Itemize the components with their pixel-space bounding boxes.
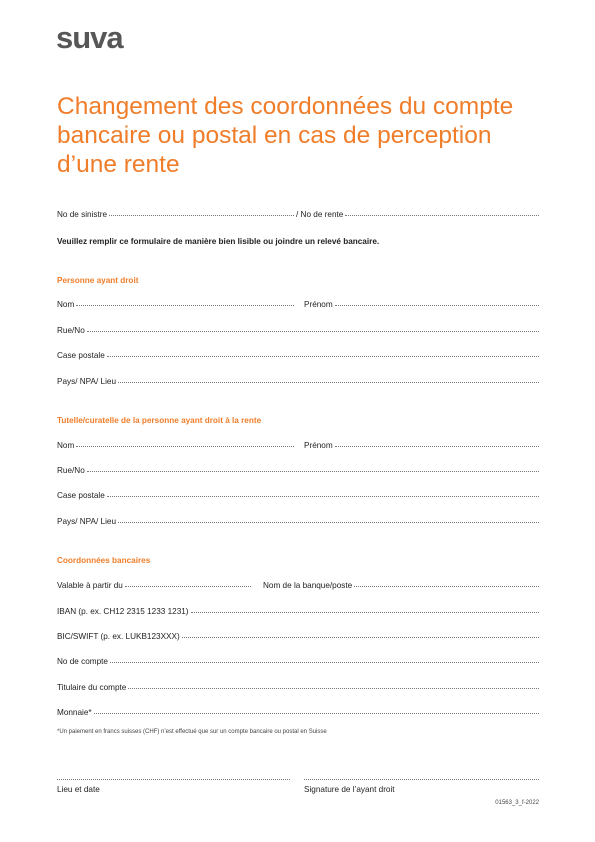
s1-pays-label: Pays/ NPA/ Lieu <box>57 377 117 386</box>
s1-case-label: Case postale <box>57 351 105 360</box>
section-heading-ayant-droit: Personne ayant droit <box>57 276 139 285</box>
currency-footnote: *Un paiement en francs suisses (CHF) n’est effectué que sur un compte bancaire ou postal en Suisse <box>57 729 327 735</box>
sinistre-label: No de sinistre <box>57 210 108 219</box>
bic-line[interactable] <box>182 637 539 638</box>
intro-text: Veuillez remplir ce formulaire de manière bien lisible ou joindre un relevé bancaire. <box>57 237 380 246</box>
s1-nom-label: Nom <box>57 300 75 309</box>
s1-nom-field[interactable] <box>57 300 294 309</box>
banque-label: Nom de la banque/poste <box>263 581 353 590</box>
compte-line[interactable] <box>110 662 539 663</box>
s2-prenom-label: Prénom <box>304 441 333 450</box>
s2-nom-field[interactable] <box>57 441 294 450</box>
banque-field[interactable] <box>263 581 539 590</box>
sinistre-field[interactable] <box>57 210 294 219</box>
s1-prenom-field[interactable] <box>304 300 539 309</box>
banque-line[interactable] <box>354 586 539 587</box>
signature-label: Signature de l’ayant droit <box>304 785 395 794</box>
valable-label: Valable à partir du <box>57 581 123 590</box>
valable-line[interactable] <box>125 586 251 587</box>
titulaire-label: Titulaire du compte <box>57 683 127 692</box>
s2-nom-label: Nom <box>57 441 75 450</box>
s1-prenom-label: Prénom <box>304 300 333 309</box>
s2-rue-field[interactable] <box>57 466 539 475</box>
titulaire-field[interactable] <box>57 683 539 692</box>
s2-nom-line[interactable] <box>76 446 294 447</box>
s1-rue-line[interactable] <box>87 331 539 332</box>
bic-label: BIC/SWIFT (p. ex. LUKB123XXX) <box>57 632 180 641</box>
compte-label: No de compte <box>57 657 108 666</box>
s1-pays-field[interactable] <box>57 377 539 386</box>
s1-rue-label: Rue/No <box>57 326 85 335</box>
s1-nom-line[interactable] <box>76 305 294 306</box>
signature-line[interactable] <box>304 779 539 780</box>
s2-prenom-line[interactable] <box>335 446 539 447</box>
s2-rue-label: Rue/No <box>57 466 85 475</box>
section-heading-bancaires: Coordonnées bancaires <box>57 556 151 565</box>
rente-label: / No de rente <box>296 210 344 219</box>
s1-pays-line[interactable] <box>118 382 539 383</box>
compte-field[interactable] <box>57 657 539 666</box>
s2-pays-label: Pays/ NPA/ Lieu <box>57 517 117 526</box>
iban-label: IBAN (p. ex. CH12 2315 1233 1231) <box>57 607 189 616</box>
s2-case-field[interactable] <box>57 491 539 500</box>
s2-pays-field[interactable] <box>57 517 539 526</box>
iban-field[interactable] <box>57 607 539 616</box>
titulaire-line[interactable] <box>128 688 539 689</box>
monnaie-label: Monnaie* <box>57 708 92 717</box>
bic-field[interactable] <box>57 632 539 641</box>
s2-rue-line[interactable] <box>87 471 539 472</box>
document-code: 01563_3_f-2022 <box>495 800 539 806</box>
valable-field[interactable] <box>57 581 251 590</box>
s2-case-line[interactable] <box>107 496 539 497</box>
sinistre-line[interactable] <box>109 215 294 216</box>
monnaie-field[interactable] <box>57 708 539 717</box>
s1-case-line[interactable] <box>107 356 539 357</box>
suva-logo: suva <box>56 20 123 55</box>
s1-case-field[interactable] <box>57 351 539 360</box>
lieu-date-line[interactable] <box>57 779 290 780</box>
rente-field[interactable] <box>296 210 539 219</box>
monnaie-line[interactable] <box>94 713 539 714</box>
lieu-date-label: Lieu et date <box>57 785 100 794</box>
s2-pays-line[interactable] <box>118 522 539 523</box>
section-heading-tutelle: Tutelle/curatelle de la personne ayant droit à la rente <box>57 416 262 425</box>
s1-rue-field[interactable] <box>57 326 539 335</box>
rente-line[interactable] <box>345 215 539 216</box>
s1-prenom-line[interactable] <box>335 305 539 306</box>
s2-case-label: Case postale <box>57 491 105 500</box>
page-title: Changement des coordonnées du compte bancaire ou postal en cas de perception d’une rente <box>57 93 514 178</box>
iban-line[interactable] <box>191 612 539 613</box>
s2-prenom-field[interactable] <box>304 441 539 450</box>
